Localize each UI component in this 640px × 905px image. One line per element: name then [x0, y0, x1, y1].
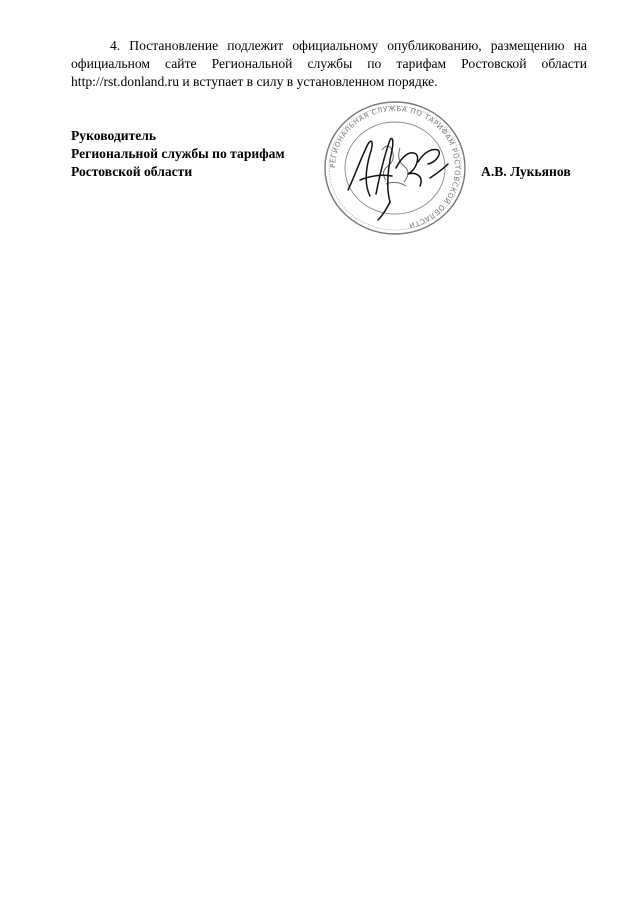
- signatory-title-line-1: Руководитель: [71, 128, 157, 143]
- signatory-title-line-3: Ростовской области: [71, 164, 193, 179]
- signatory-name: А.В. Лукьянов: [481, 164, 571, 179]
- official-seal-stamp: [320, 98, 470, 238]
- signatory-title: [71, 127, 285, 181]
- signatory-title-line-2: Региональной службы по тарифам: [71, 146, 285, 161]
- paragraph-4: 4. Постановление подлежит официальному опубликованию, размещению на официальном сайте Региональной службы по тарифам Ростовской области http://rst.donland.ru и вступает в силу в установленном порядке.: [71, 38, 587, 89]
- handwritten-signature: [348, 138, 448, 220]
- seal-circular-text: РЕГИОНАЛЬНАЯ СЛУЖБА ПО ТАРИФАМ РОСТОВСКОЙ ОБЛАСТИ: [328, 104, 462, 230]
- seal-center-ring: [345, 122, 445, 214]
